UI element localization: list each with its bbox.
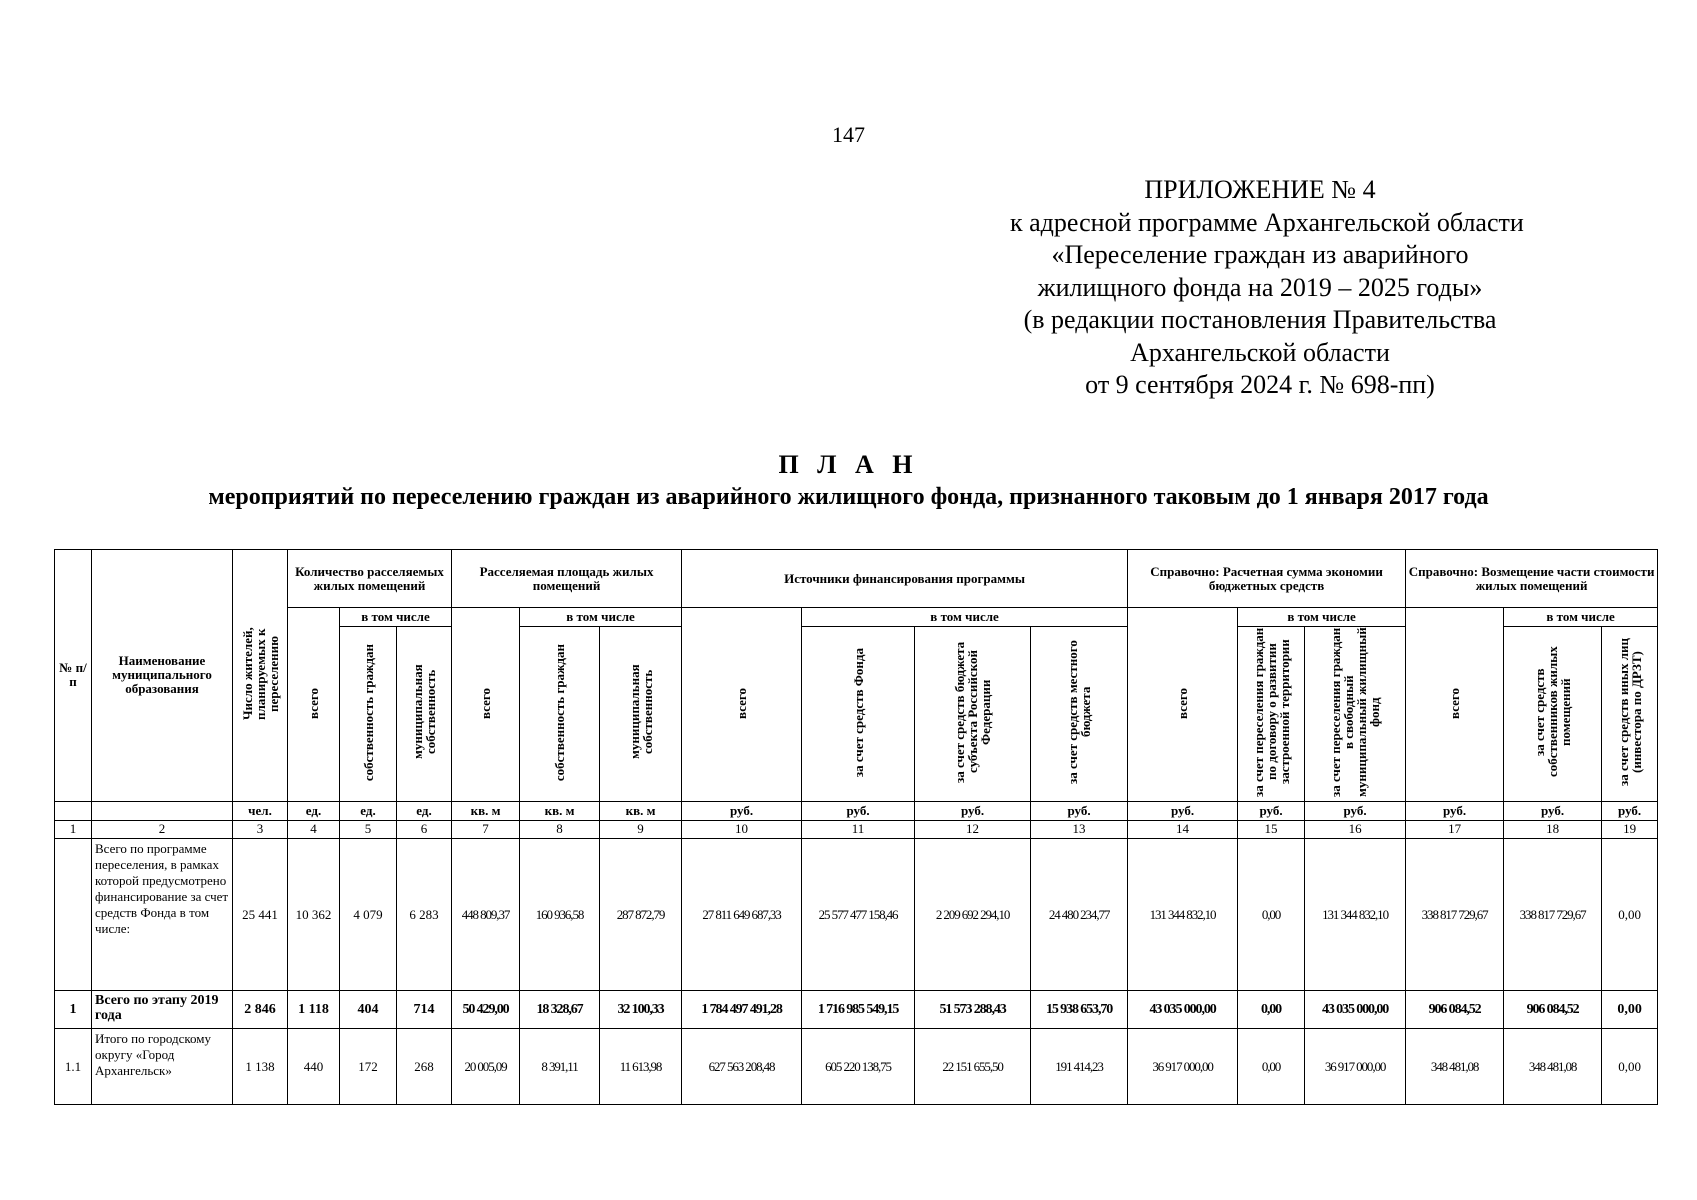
appendix-line: к адресной программе Архангельской области xyxy=(1010,207,1524,237)
header-subject-budget: за счет средств бюджета субъекта Российской Федерации xyxy=(915,626,1031,801)
row-value: 1 138 xyxy=(233,1029,288,1105)
appendix-line: ПРИЛОЖЕНИЕ № 4 xyxy=(1144,175,1376,204)
unit-cell xyxy=(92,801,233,820)
unit-cell: чел. xyxy=(233,801,288,820)
header-area-municipal: муниципальная собственность xyxy=(600,626,682,801)
header-rooms-including: в том числе xyxy=(340,608,452,626)
appendix-line: жилищного фонда на 2019 – 2025 годы» xyxy=(1037,272,1483,302)
plan-title: П Л А Н xyxy=(778,450,919,479)
appendix-line: «Переселение граждан из аварийного xyxy=(1051,240,1469,269)
header-finance-including: в том числе xyxy=(802,608,1128,626)
row-value: 172 xyxy=(340,1029,397,1105)
appendix-block xyxy=(1010,174,1524,402)
row-value: 404 xyxy=(340,991,397,1029)
unit-cell: ед. xyxy=(288,801,340,820)
header-local-budget: за счет средств местного бюджета xyxy=(1031,626,1128,801)
column-number: 18 xyxy=(1504,820,1602,838)
header-economy-group: Справочно: Расчетная сумма экономии бюджетных средств xyxy=(1128,550,1406,608)
column-number: 16 xyxy=(1305,820,1406,838)
row-value: 160 936,58 xyxy=(520,839,600,991)
column-number: 3 xyxy=(233,820,288,838)
row-value: 348 481,08 xyxy=(1406,1029,1504,1105)
column-numbers-row xyxy=(55,820,1658,838)
unit-cell: кв. м xyxy=(520,801,600,820)
header-fund-means: за счет средств Фонда xyxy=(802,626,915,801)
column-number: 4 xyxy=(288,820,340,838)
header-compensation-including: в том числе xyxy=(1504,608,1658,626)
units-row xyxy=(55,801,1658,820)
row-value: 27 811 649 687,33 xyxy=(682,839,802,991)
column-number: 7 xyxy=(452,820,520,838)
row-value: 348 481,08 xyxy=(1504,1029,1602,1105)
column-number: 6 xyxy=(397,820,452,838)
row-value: 0,00 xyxy=(1602,1029,1658,1105)
header-resettlement-free: за счет переселения граждан в свободный муниципальный жилищный фонд xyxy=(1305,626,1406,801)
header-economy-including: в том числе xyxy=(1238,608,1406,626)
table-row xyxy=(55,991,1658,1029)
header-area-including: в том числе xyxy=(520,608,682,626)
header-finance-total: всего xyxy=(682,608,802,801)
row-value: 131 344 832,10 xyxy=(1128,839,1238,991)
row-name: Всего по этапу 2019 года xyxy=(92,991,233,1029)
table-row xyxy=(55,839,1658,991)
column-number: 11 xyxy=(802,820,915,838)
header-area-citizen: собственность граждан xyxy=(520,626,600,801)
unit-cell: руб. xyxy=(1602,801,1658,820)
appendix-line: Архангельской области xyxy=(1130,337,1390,367)
unit-cell: ед. xyxy=(397,801,452,820)
row-value: 36 917 000,00 xyxy=(1305,1029,1406,1105)
header-name: Наименование муниципального образования xyxy=(92,550,233,802)
row-value: 906 084,52 xyxy=(1504,991,1602,1029)
row-value: 36 917 000,00 xyxy=(1128,1029,1238,1105)
unit-cell: руб. xyxy=(915,801,1031,820)
unit-cell: руб. xyxy=(1238,801,1305,820)
row-value: 287 872,79 xyxy=(600,839,682,991)
header-economy-total: всего xyxy=(1128,608,1238,801)
plan-subtitle: мероприятий по переселению граждан из аварийного жилищного фонда, признанного таковым до 1 января 2017 года xyxy=(208,484,1489,510)
column-number: 19 xyxy=(1602,820,1658,838)
plan-table xyxy=(54,549,1658,1105)
column-number: 10 xyxy=(682,820,802,838)
row-value: 11 613,98 xyxy=(600,1029,682,1105)
row-value: 0,00 xyxy=(1238,839,1305,991)
unit-cell: ед. xyxy=(340,801,397,820)
header-resettlement-contract: за счет переселения граждан по договору о развитии застроенной территории xyxy=(1238,626,1305,801)
row-value: 440 xyxy=(288,1029,340,1105)
unit-cell: кв. м xyxy=(452,801,520,820)
row-value: 24 480 234,77 xyxy=(1031,839,1128,991)
unit-cell: руб. xyxy=(1406,801,1504,820)
unit-cell xyxy=(55,801,92,820)
header-owners-means: за счет средств собственников жилых помещений xyxy=(1504,626,1602,801)
column-number: 13 xyxy=(1031,820,1128,838)
appendix-line: (в редакции постановления Правительства xyxy=(1023,305,1497,334)
row-value: 131 344 832,10 xyxy=(1305,839,1406,991)
row-value: 627 563 208,48 xyxy=(682,1029,802,1105)
table-row xyxy=(55,1029,1658,1105)
row-value: 714 xyxy=(397,991,452,1029)
column-number: 17 xyxy=(1406,820,1504,838)
row-name: Всего по программе переселения, в рамках которой предусмотрено финансирование за счет средств Фонда в том числе: xyxy=(92,839,233,991)
row-value: 43 035 000,00 xyxy=(1305,991,1406,1029)
column-number: 1 xyxy=(55,820,92,838)
row-value: 8 391,11 xyxy=(520,1029,600,1105)
row-value: 338 817 729,67 xyxy=(1504,839,1602,991)
header-residents: Число жителей, планируемых к переселению xyxy=(233,550,288,802)
row-value: 4 079 xyxy=(340,839,397,991)
column-number: 9 xyxy=(600,820,682,838)
row-value: 6 283 xyxy=(397,839,452,991)
unit-cell: руб. xyxy=(802,801,915,820)
row-value: 0,00 xyxy=(1238,991,1305,1029)
unit-cell: руб. xyxy=(1031,801,1128,820)
column-number: 15 xyxy=(1238,820,1305,838)
row-name: Итого по городскому округу «Город Архангельск» xyxy=(92,1029,233,1105)
header-rooms-group: Количество расселяемых жилых помещений xyxy=(288,550,452,608)
row-value: 0,00 xyxy=(1238,1029,1305,1105)
row-value: 906 084,52 xyxy=(1406,991,1504,1029)
row-value: 338 817 729,67 xyxy=(1406,839,1504,991)
row-value: 25 441 xyxy=(233,839,288,991)
row-value: 50 429,00 xyxy=(452,991,520,1029)
header-compensation-group: Справочно: Возмещение части стоимости жилых помещений xyxy=(1406,550,1658,608)
column-number: 12 xyxy=(915,820,1031,838)
row-value: 0,00 xyxy=(1602,839,1658,991)
header-finance-group: Источники финансирования программы xyxy=(682,550,1128,608)
column-number: 5 xyxy=(340,820,397,838)
column-number: 14 xyxy=(1128,820,1238,838)
row-value: 22 151 655,50 xyxy=(915,1029,1031,1105)
header-num: № п/п xyxy=(55,550,92,802)
row-value: 0,00 xyxy=(1602,991,1658,1029)
page-number: 147 xyxy=(832,122,865,147)
unit-cell: руб. xyxy=(1305,801,1406,820)
row-value: 32 100,33 xyxy=(600,991,682,1029)
row-value: 2 209 692 294,10 xyxy=(915,839,1031,991)
row-value: 25 577 477 158,46 xyxy=(802,839,915,991)
unit-cell: руб. xyxy=(682,801,802,820)
row-value: 20 005,09 xyxy=(452,1029,520,1105)
header-other-persons: за счет средств иных лиц (инвестора по ДРЗТ) xyxy=(1602,626,1658,801)
row-value: 1 784 497 491,28 xyxy=(682,991,802,1029)
row-value: 1 716 985 549,15 xyxy=(802,991,915,1029)
unit-cell: руб. xyxy=(1504,801,1602,820)
row-value: 605 220 138,75 xyxy=(802,1029,915,1105)
unit-cell: руб. xyxy=(1128,801,1238,820)
row-num xyxy=(55,839,92,991)
header-rooms-total: всего xyxy=(288,608,340,801)
row-num: 1 xyxy=(55,991,92,1029)
row-value: 448 809,37 xyxy=(452,839,520,991)
column-number: 2 xyxy=(92,820,233,838)
row-value: 43 035 000,00 xyxy=(1128,991,1238,1029)
row-value: 15 938 653,70 xyxy=(1031,991,1128,1029)
header-area-total: всего xyxy=(452,608,520,801)
column-number: 8 xyxy=(520,820,600,838)
unit-cell: кв. м xyxy=(600,801,682,820)
row-value: 191 414,23 xyxy=(1031,1029,1128,1105)
appendix-line: от 9 сентября 2024 г. № 698-пп) xyxy=(1085,370,1435,399)
row-value: 10 362 xyxy=(288,839,340,991)
header-compensation-total: всего xyxy=(1406,608,1504,801)
header-area-group: Расселяемая площадь жилых помещений xyxy=(452,550,682,608)
row-value: 2 846 xyxy=(233,991,288,1029)
row-value: 51 573 288,43 xyxy=(915,991,1031,1029)
row-value: 268 xyxy=(397,1029,452,1105)
header-rooms-municipal: муниципальная собственность xyxy=(397,626,452,801)
row-value: 18 328,67 xyxy=(520,991,600,1029)
row-num: 1.1 xyxy=(55,1029,92,1105)
row-value: 1 118 xyxy=(288,991,340,1029)
header-rooms-citizen: собственность граждан xyxy=(340,626,397,801)
